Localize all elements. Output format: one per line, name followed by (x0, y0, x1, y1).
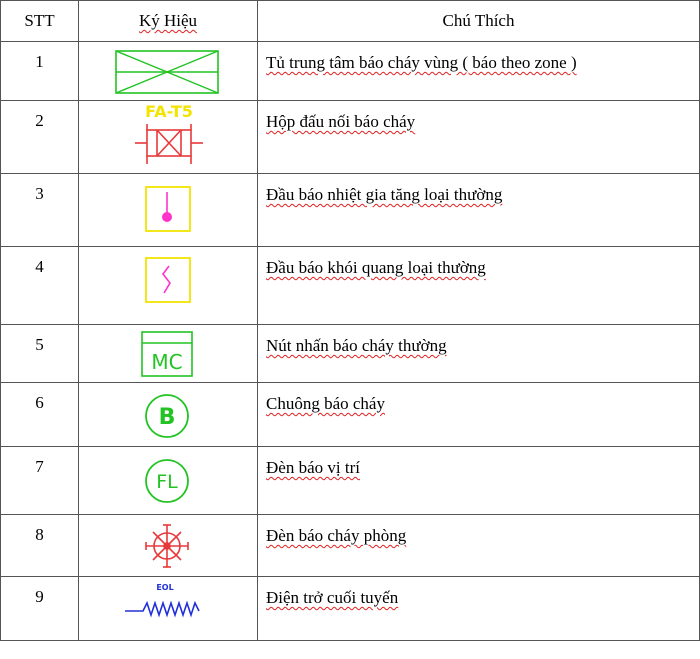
row-stt: 5 (1, 325, 79, 383)
junction-box-label: FA-T5 (145, 102, 193, 121)
row-symbol (79, 515, 258, 577)
row-stt: 8 (1, 515, 79, 577)
row-desc (258, 174, 700, 247)
fire-bell-icon (143, 392, 191, 440)
row-symbol (79, 42, 258, 101)
row-symbol (79, 383, 258, 447)
smoke-detector-icon (145, 257, 191, 303)
location-lamp-label: FL (156, 471, 178, 493)
header-note (258, 1, 700, 42)
row-symbol (79, 101, 258, 174)
row-symbol (79, 247, 258, 325)
row-desc (258, 447, 700, 515)
manual-call-point-icon (141, 331, 193, 377)
table-row (1, 577, 700, 641)
row-desc-text: Tủ trung tâm báo cháy vùng ( báo theo zone ) (266, 53, 577, 72)
table-row (1, 247, 700, 325)
header-symbol-text: Ký Hiệu (138, 11, 198, 30)
row-desc (258, 577, 700, 641)
end-of-line-resistor-icon (123, 581, 207, 621)
row-desc (258, 101, 700, 174)
row-desc-text: Đèn báo cháy phòng (266, 526, 407, 545)
row-desc (258, 247, 700, 325)
table-row (1, 383, 700, 447)
row-stt: 4 (1, 247, 79, 325)
row-desc-text: Đầu báo nhiệt gia tăng loại thường (266, 185, 503, 204)
header-note-text: Chú Thích (442, 11, 515, 30)
row-symbol (79, 447, 258, 515)
location-lamp-icon (143, 457, 191, 505)
header-stt-text: STT (24, 11, 55, 30)
row-desc-text: Hộp đấu nối báo cháy (266, 112, 416, 131)
table-row (1, 42, 700, 101)
fire-bell-label: B (158, 405, 176, 430)
row-desc (258, 383, 700, 447)
row-symbol (79, 174, 258, 247)
table-row (1, 101, 700, 174)
row-stt: 1 (1, 42, 79, 101)
heat-detector-icon (145, 186, 191, 232)
header-stt (1, 1, 79, 42)
table-row (1, 174, 700, 247)
junction-box-icon (129, 102, 209, 172)
row-stt: 9 (1, 577, 79, 641)
table-row (1, 447, 700, 515)
header-row (1, 1, 700, 42)
table-row (1, 325, 700, 383)
row-symbol (79, 577, 258, 641)
row-desc-text: Đầu báo khói quang loại thường (266, 258, 486, 277)
row-stt: 7 (1, 447, 79, 515)
header-symbol (79, 1, 258, 42)
row-stt: 3 (1, 174, 79, 247)
fire-alarm-control-panel-icon (115, 50, 219, 94)
row-desc (258, 42, 700, 101)
row-stt: 6 (1, 383, 79, 447)
row-symbol (79, 325, 258, 383)
row-desc-text: Nút nhấn báo cháy thường (266, 336, 447, 355)
room-fire-lamp-icon (142, 521, 192, 571)
eol-label: EOL (156, 583, 174, 592)
row-desc (258, 515, 700, 577)
row-desc-text: Chuông báo cháy (266, 394, 385, 413)
manual-call-point-label: MC (151, 350, 183, 374)
row-desc (258, 325, 700, 383)
row-desc-text: Đèn báo vị trí (266, 458, 360, 477)
table-row (1, 515, 700, 577)
row-stt: 2 (1, 101, 79, 174)
row-desc-text: Điện trở cuối tuyến (266, 588, 399, 607)
